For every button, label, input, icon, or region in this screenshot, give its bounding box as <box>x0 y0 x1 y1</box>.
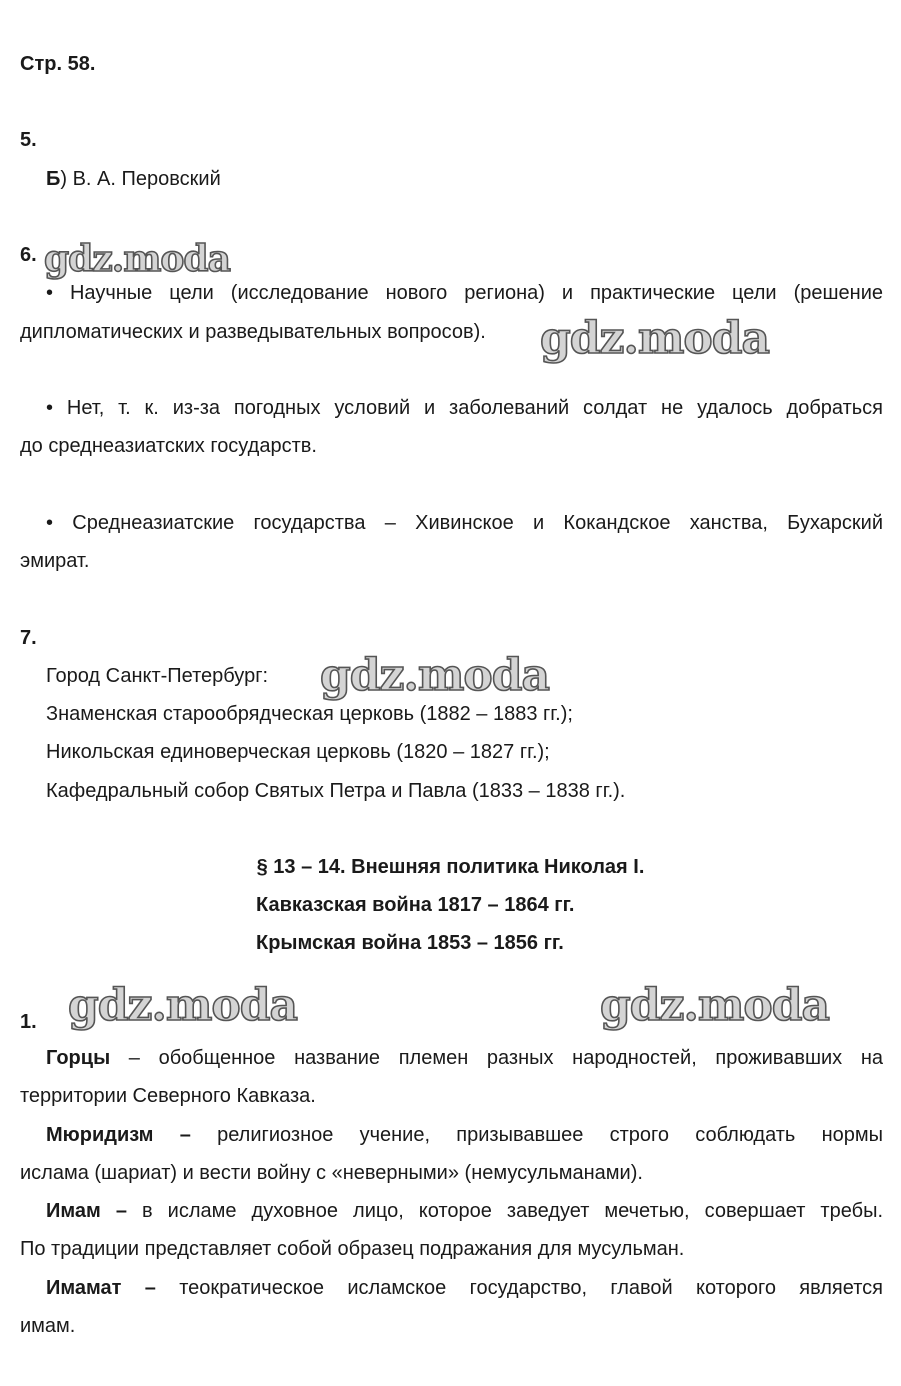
q6-p1-line2: дипломатических и разведывательных вопросов). <box>20 321 486 343</box>
watermark: gdz.moda <box>68 980 298 1031</box>
section-heading-line2: Кавказская война 1817 – 1864 гг. <box>256 894 575 916</box>
q6-number: 6. <box>20 244 37 266</box>
q1-number: 1. <box>20 1011 37 1033</box>
q6-p3-line1: • Среднеазиатские государства – Хивинское и Кокандское ханства, Бухарский <box>46 512 883 534</box>
q6-p3-line2: эмират. <box>20 550 90 572</box>
term-line2: территории Северного Кавказа. <box>20 1085 316 1107</box>
q5-number: 5. <box>20 129 37 151</box>
watermark: gdz.moda <box>600 980 830 1031</box>
term-name: Горцы <box>46 1047 111 1069</box>
q7-line: Город Санкт-Петербург: <box>46 665 269 687</box>
term-line1 <box>46 1276 883 1300</box>
term-name: Имам – <box>46 1200 127 1222</box>
term-name: Мюридизм – <box>46 1124 191 1146</box>
section-heading-line3: Крымская война 1853 – 1856 гг. <box>256 932 564 954</box>
watermark: gdz.moda <box>44 238 230 280</box>
term-line1 <box>46 1199 883 1223</box>
term-line1 <box>46 1123 883 1147</box>
watermark: gdz.moda <box>320 650 550 701</box>
q7-line: Знаменская старообрядческая церковь (1882 – 1883 гг.); <box>46 703 573 725</box>
term-definition: в исламе духовное лицо, которое заведует мечетью, совершает требы. <box>126 1200 883 1222</box>
term-line1 <box>46 1046 883 1070</box>
term-name: Имамат – <box>46 1277 156 1299</box>
term-line2: По традиции представляет собой образец подражания для мусульман. <box>20 1238 685 1260</box>
section-heading-line1: § 13 – 14. Внешняя политика Николая I. <box>256 856 645 878</box>
term-definition: теократическое исламское государство, главой которого является <box>155 1277 883 1299</box>
page-label: Стр. 58. <box>20 53 96 75</box>
q7-line: Никольская единоверческая церковь (1820 – 1827 гг.); <box>46 741 550 763</box>
q5-answer-text: ) В. А. Перовский <box>60 168 221 190</box>
q6-p2-line2: до среднеазиатских государств. <box>20 435 317 457</box>
q7-line: Кафедральный собор Святых Петра и Павла (1833 – 1838 гг.). <box>46 780 626 802</box>
q6-p2-line1: • Нет, т. к. из-за погодных условий и заболеваний солдат не удалось добраться <box>46 397 883 419</box>
q5-letter: Б <box>46 168 61 190</box>
term-line2: ислама (шариат) и вести войну с «неверными» (немусульманами). <box>20 1162 643 1184</box>
term-line2: имам. <box>20 1315 76 1337</box>
term-definition: – обобщенное название племен разных народностей, проживавших на <box>110 1047 883 1069</box>
q6-p1-line1: • Научные цели (исследование нового региона) и практические цели (решение <box>46 282 883 304</box>
q5-answer <box>46 167 221 191</box>
watermark: gdz.moda <box>540 313 770 364</box>
q7-number: 7. <box>20 627 37 649</box>
term-definition: религиозное учение, призывавшее строго соблюдать нормы <box>190 1124 883 1146</box>
